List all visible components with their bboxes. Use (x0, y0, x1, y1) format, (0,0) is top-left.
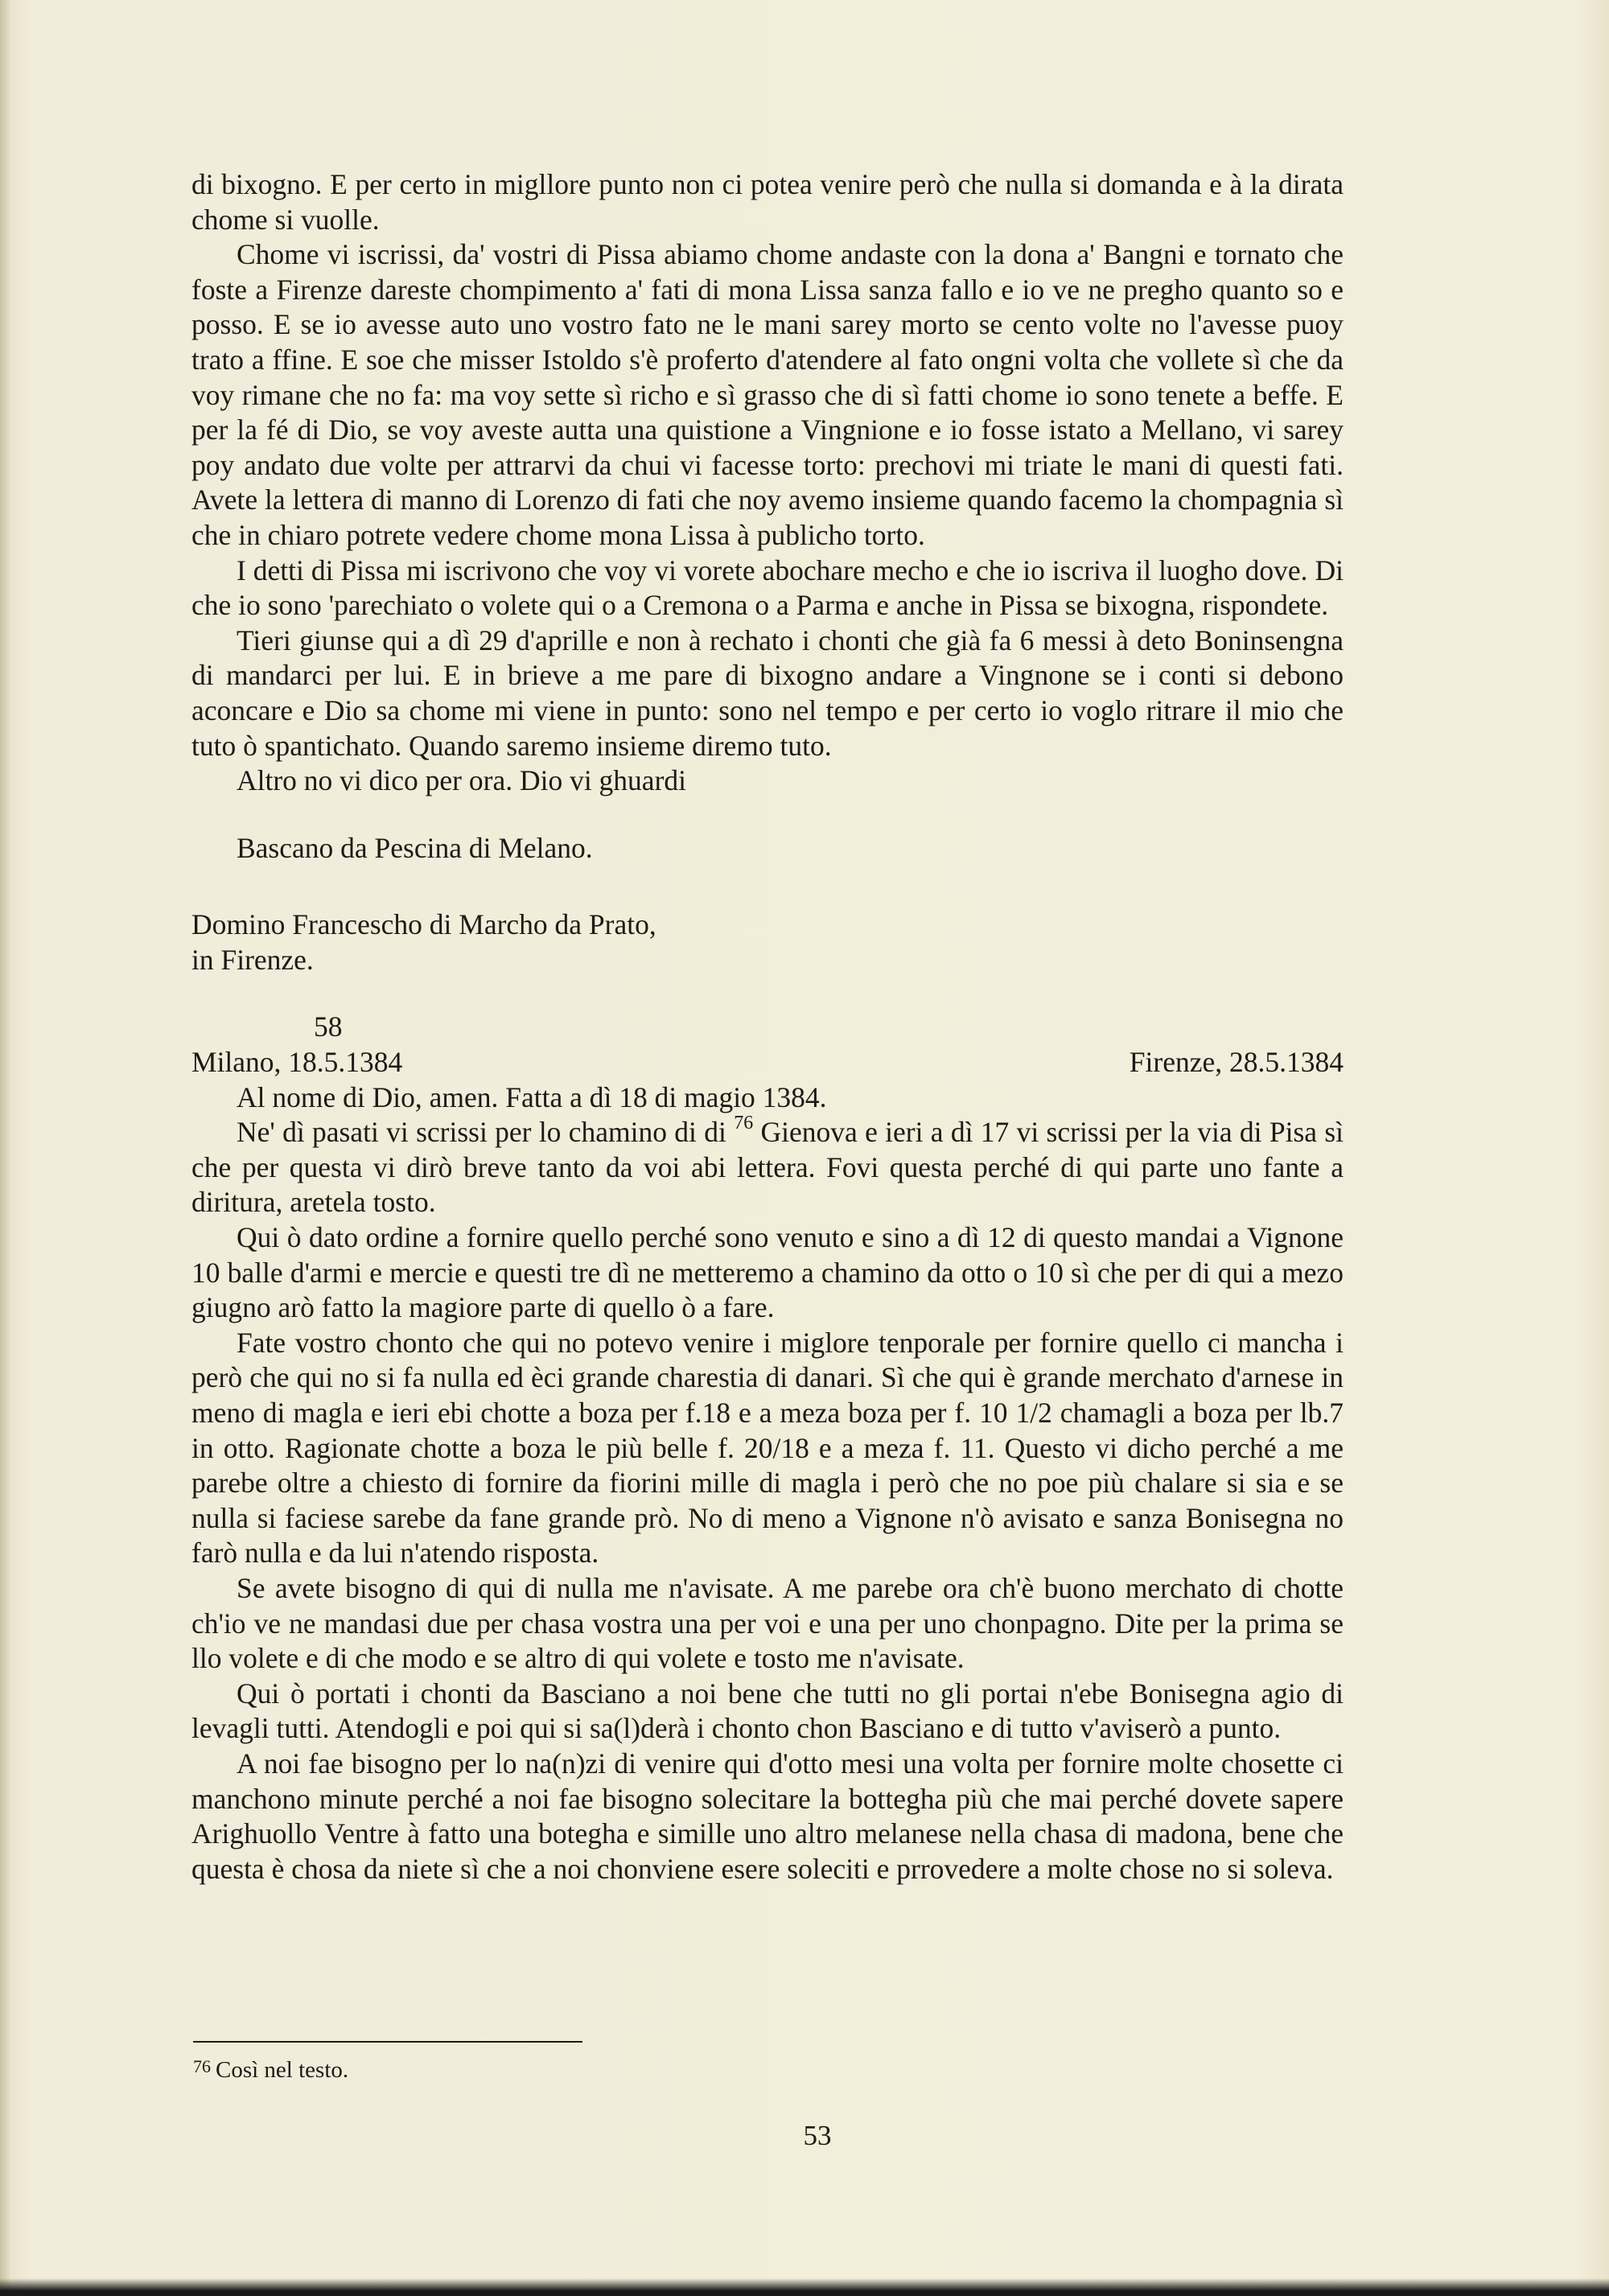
letter-number: 58 (314, 1010, 343, 1043)
address-line: Domino Francescho di Marcho da Prato, (191, 908, 656, 941)
footnote (193, 2055, 348, 2084)
paragraph: A noi fae bisogno per lo na(n)zi di venire qui d'otto mesi una volta per fornire molte chosette ci manchono minute perché a noi fae bisogno solecitare la bottegha più che mai perché dovete sapere Arighuollo Ventre à fatto una boteghа e simille uno altro melanese nella chasa di madona, bene che questa è chosa da niete sì che a noi chonviene esere soleciti e prrovedere a molte chose no si soleva. (191, 1747, 1344, 1885)
paragraph: Chome vi iscrissi, da' vostri di Pissa abiamo chome andaste con la dona a' Bangni e tornato che foste a Firenze dareste chompimento a' fati di mona Lissa sanza fallo e io ve ne pregho quanto so e posso. E se io avesse auto uno vostro fato ne le mani sarey morto se cento volte no l'avesse puoy trato a ffine. E soe che misser Istoldo s'è proferto d'atendere al fato ongni volta che vollete sì che da voy rimane che no fa: ma voy sette sì richo e sì grasso che di sì fatti chome io sono tenete a beffe. E per la fé di Dio, se voy aveste autta una quistione a Vingnione e io fosse istato a Mellano, vi sarey poy andato due volte per attrarvi da chui vi facesse torto: prechovi mi triate le mani di questi fati. Avete la lettera di manno di Lorenzo di fati che noy avemo insieme quando facemo la chompagnia sì che in chiaro potrete vedere chome mona Lissa à publicho torto. (191, 238, 1344, 551)
paragraph: I detti di Pissa mi iscrivono che voy vi vorete abochare mecho e che io iscriva il luogho dove. Di che io sono 'parechiato o volete qui o a Cremona o a Parma e anche in Pissa se bixogna, rispondete. (191, 553, 1344, 622)
page-number: 53 (803, 2120, 832, 2151)
letter-heading: Al nome di Dio, amen. Fatta a dì 18 di magio 1384. (237, 1080, 827, 1113)
dateline (191, 1045, 1344, 1080)
paragraph: Tieri giunse qui a dì 29 d'aprille e non à rechato i chonti che già fa 6 messi à deto Boninsengna di mandarci per lui. E in brieve a me pare di bixogno andare a Vingnone se i conti si debono aconcare e Dio sa chome mi viene in punto: sono nel tempo e per certo io voglo ritrare il mio che tuto ò spantichato. Quando saremo insieme diremo tuto. (191, 623, 1344, 762)
letter-address (191, 907, 1344, 977)
paragraph (191, 1115, 1344, 1220)
paragraph-text: Ne' dì pasati vi scrissi per lo chamino di di (237, 1116, 726, 1149)
footnote-reference[interactable]: 76 (734, 1113, 754, 1134)
footnote-mark: 76 (193, 2056, 211, 2076)
paragraph: Se avete bisogno di qui di nulla me n'avisate. A me parebe ora ch'è buono merchato di chotte ch'io ve ne mandasi due per chasa vostra una per voi e una per uno chonpagno. Dite per la prima se llo volete e di che modo e se altro di qui volete e tosto me n'avisate. (191, 1571, 1344, 1675)
footnote-divider (193, 2041, 582, 2043)
date-origin: Milano, 18.5.1384 (191, 1046, 403, 1079)
paragraph: Qui ò dato ordine a fornire quello perché sono venuto e sino a dì 12 di questo mandai a Vignone 10 balle d'armi e mercie e questi tre dì ne metteremo a chamino da otto o 10 sì che per di qui a mezo giugno arò fatto la magiore parte di quello ò a fare. (191, 1221, 1344, 1324)
paragraph: di bixogno. E per certo in migllore punto non ci potea venire però che nulla si domanda e à la dirata chome si vuolle. (191, 168, 1344, 236)
paragraph: Qui ò portati i chonti da Basciano a noi bene che tutti no gli portai n'ebe Bonisegna agio di levagli tutti. Atendogli e poi qui si sa(l)derà i chonto chon Basciano e di tutto v'aviserò a punto. (191, 1677, 1344, 1745)
page-spine-shadow (0, 0, 11, 2296)
paragraph-text: Gienova e ieri a dì 17 vi scrissi per la via di Pisa sì che per questa vi dirò breve tanto da voi abi lettera. Fovi questa perché di qui parte uno fante a diritura, aretela tosto. (191, 1116, 1344, 1219)
paragraph: Fate vostro chonto che qui no potevo venire i miglore tenporale per fornire quello ci mancha i però che qui no si fa nulla ed èci grande charestia di danari. Sì che qui è grande merchato d'arnese in meno di magla e ieri ebi chotte a boza per f.18 e a meza boza per f. 10 1/2 chamagli a boza per lb.7 in otto. Ragionate chotte a boza le più belle f. 20/18 e a meza f. 11. Questo vi dicho perché a me parebe oltre a chiesto di fornire da fiorini mille di magla i però che no poe più chalare si sia e se nulla si faciese sarebe da fane grande prò. No di meno a Vignone n'ò avisato e sanza Bonisegna no farò nulla e da lui n'atendo risposta. (191, 1326, 1344, 1570)
page-bottom-edge (0, 2278, 1609, 2296)
paragraph: Altro no vi dico per ora. Dio vi ghuardi (237, 764, 687, 797)
main-text (191, 167, 1344, 1887)
footnote-text: Così nel testo. (216, 2057, 349, 2083)
letter-signature: Bascano da Pescina di Melano. (237, 831, 593, 864)
date-destination: Firenze, 28.5.1384 (1129, 1046, 1344, 1079)
address-line: in Firenze. (191, 943, 314, 976)
